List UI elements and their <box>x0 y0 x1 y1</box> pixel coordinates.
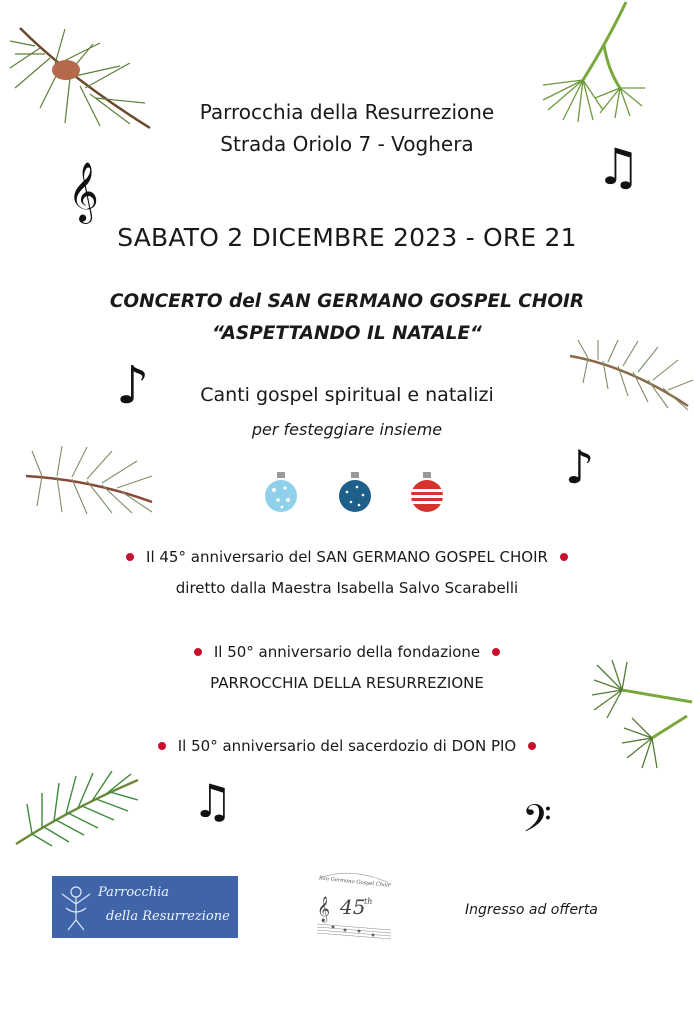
bullet-dot-icon <box>126 553 134 561</box>
eighth-note-icon: ♪ <box>116 356 150 416</box>
pine-branch-icon <box>0 18 160 138</box>
beamed-notes-icon: ♫ <box>596 138 641 196</box>
light-blue-ornament-icon <box>263 470 299 518</box>
anniversary-choir-text: Il 45° anniversario del SAN GERMANO GOSPEL CHOIR <box>146 548 548 566</box>
choir-45th-logo <box>313 868 395 942</box>
concert-title: CONCERTO del SAN GERMANO GOSPEL CHOIR <box>109 291 585 312</box>
event-date-time: SABATO 2 DICEMBRE 2023 - ORE 21 <box>117 223 577 252</box>
bass-clef-icon: 𝄢 <box>522 796 552 850</box>
anniversary-choir <box>0 548 694 566</box>
choir-logo-script: San Germano Gospel Choir <box>318 875 391 889</box>
anniversary-priesthood-text: Il 50° anniversario del sacerdozio di DON PIO <box>177 737 517 755</box>
tagline: per festeggiare insieme <box>251 420 443 439</box>
dark-blue-ornament-icon <box>337 470 373 518</box>
frosted-pine-branch-icon <box>22 440 156 536</box>
bullet-dot-icon <box>194 648 202 656</box>
parish-logo-line1: Parrocchia <box>98 885 170 900</box>
red-striped-ornament-icon <box>409 470 445 518</box>
beamed-notes-icon: ♫ <box>192 774 234 828</box>
bullet-dot-icon <box>560 553 568 561</box>
choir-logo-number: 45 <box>340 895 366 919</box>
bullet-dot-icon <box>158 742 166 750</box>
choir-director: diretto dalla Maestra Isabella Salvo Scarabelli <box>175 579 519 597</box>
anniversary-foundation-text: Il 50° anniversario della fondazione <box>213 643 481 661</box>
parish-address: Strada Oriolo 7 - Voghera <box>220 132 474 156</box>
frosted-pine-branch-icon <box>568 336 694 416</box>
bullet-dot-icon <box>492 648 500 656</box>
concert-subtitle: “ASPETTANDO IL NATALE“ <box>212 323 482 344</box>
parish-uppercase: PARROCCHIA DELLA RESURREZIONE <box>210 674 484 692</box>
anniversary-priesthood <box>0 737 694 755</box>
pine-twig-icon <box>538 0 648 125</box>
parish-logo <box>52 876 238 938</box>
parish-name: Parrocchia della Resurrezione <box>199 100 495 124</box>
resurrection-figure-icon <box>58 882 94 932</box>
treble-clef-icon: 𝄞 <box>68 162 99 222</box>
bullet-dot-icon <box>528 742 536 750</box>
program-description: Canti gospel spiritual e natalizi <box>200 384 494 406</box>
parish-logo-line2: della Resurrezione <box>106 909 230 924</box>
entry-info: Ingresso ad offerta <box>465 902 598 918</box>
anniversary-foundation <box>0 643 694 661</box>
choir-logo-clef: 𝄞 <box>317 897 331 922</box>
eighth-note-icon: ♪ <box>565 440 595 494</box>
choir-logo-suffix: th <box>364 897 373 906</box>
pine-branch-icon <box>12 768 142 852</box>
pine-twig-icon <box>592 660 694 772</box>
